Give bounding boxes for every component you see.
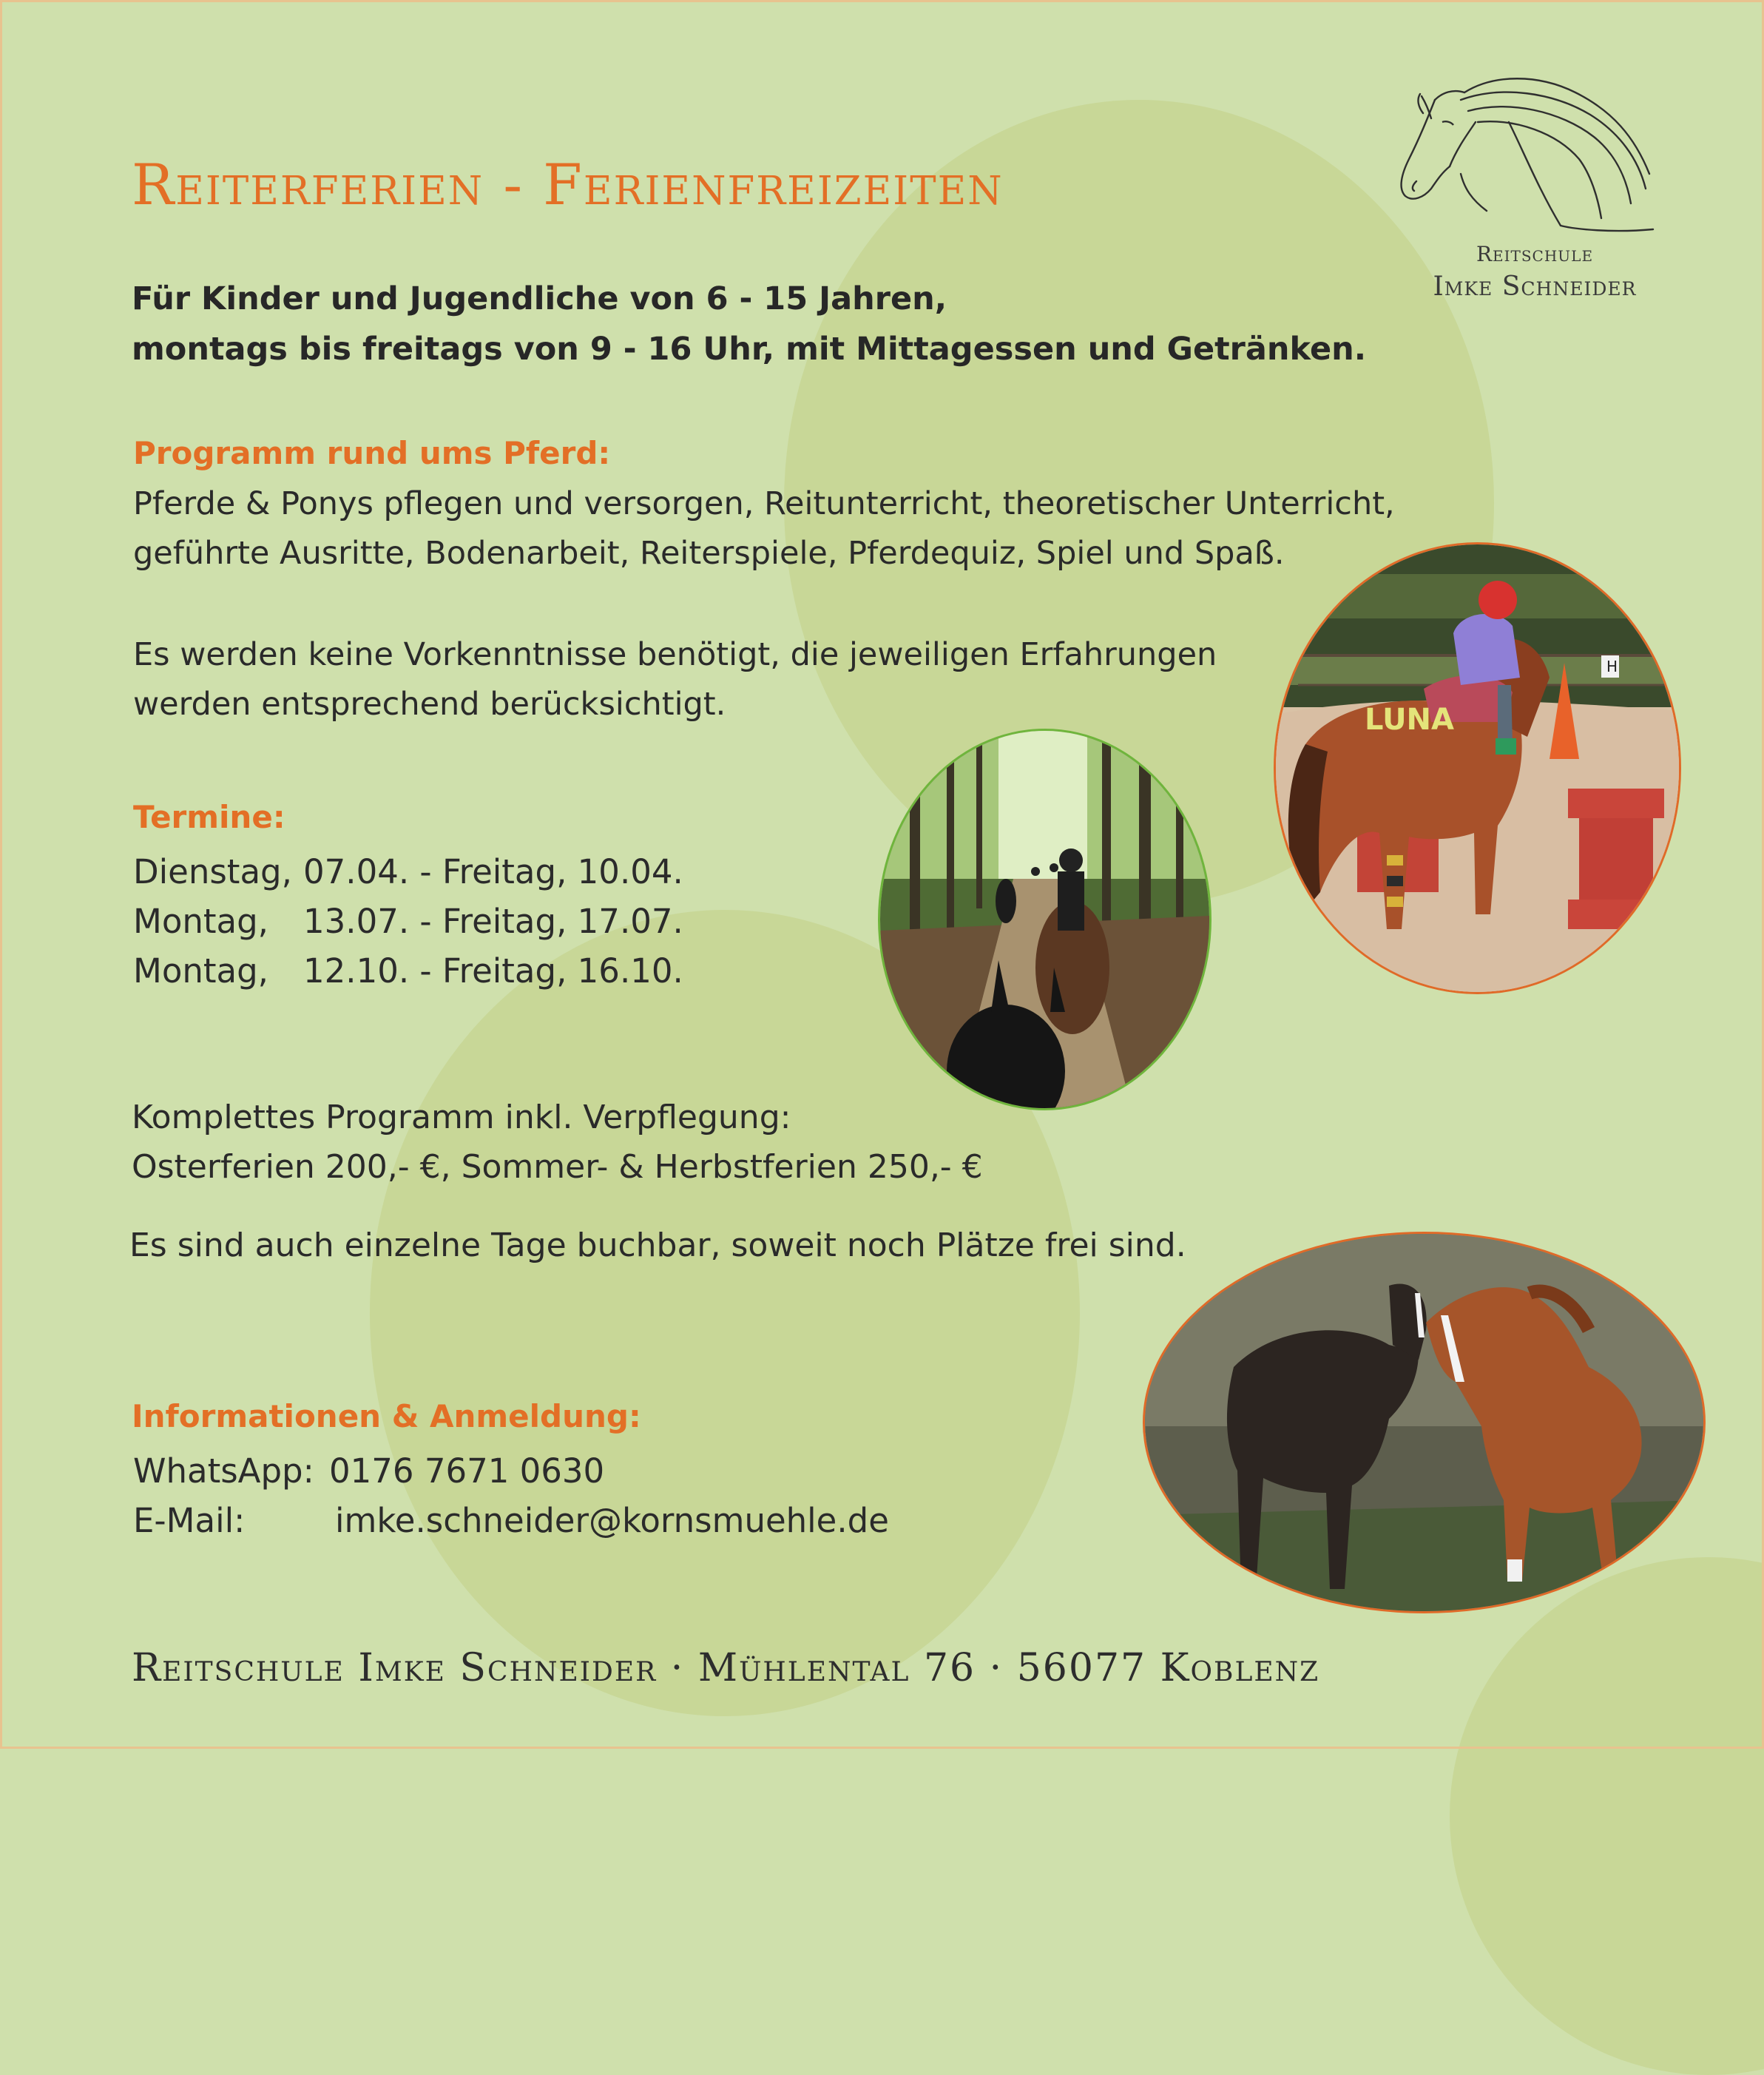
whatsapp-label: WhatsApp: — [133, 1451, 314, 1491]
termine-list — [133, 847, 683, 996]
painted-horse-name: LUNA — [1365, 703, 1454, 737]
whatsapp-row — [133, 1446, 889, 1496]
email-row — [133, 1496, 889, 1545]
photo-two-horses — [1143, 1232, 1706, 1613]
footer-address: Reitschule Imke Schneider · Mühlental 76 · 56077 Koblenz — [132, 1646, 1320, 1690]
photo-girl-on-horse — [1274, 542, 1681, 994]
einzeltage-text: Es sind auch einzelne Tage buchbar, soweit noch Plätze frei sind. — [129, 1227, 1186, 1264]
kontakt-heading: Informationen & Anmeldung: — [132, 1398, 641, 1434]
intro-line-2: montags bis freitags von 9 - 16 Uhr, mit Mittagessen und Getränken. — [132, 331, 1367, 368]
intro-line-1: Für Kinder und Jugendliche von 6 - 15 Jahren, — [132, 280, 947, 317]
termin-row — [133, 897, 683, 946]
termin-day: Montag, — [133, 951, 268, 991]
horse-head-icon — [1390, 78, 1679, 248]
arena-sign-letter: H — [1606, 658, 1618, 675]
photo-forest-ride — [878, 729, 1212, 1110]
termin-range: 13.07. - Freitag, 17.07. — [303, 902, 683, 941]
termin-range: 07.04. - Freitag, 10.04. — [303, 852, 683, 891]
programm-line-1: Pferde & Ponys pflegen und versorgen, Reitunterricht, theoretischer Unterricht, — [133, 485, 1395, 522]
termine-heading: Termine: — [133, 799, 285, 835]
preise-text — [132, 1093, 983, 1192]
preise-line-1: Komplettes Programm inkl. Verpflegung: — [132, 1099, 791, 1136]
preise-line-2: Osterferien 200,- €, Sommer- & Herbstferien 250,- € — [132, 1148, 983, 1186]
email-address[interactable]: imke.schneider@kornsmuehle.de — [335, 1501, 889, 1540]
vorkenntnisse-line-2: werden entsprechend berücksichtigt. — [133, 686, 726, 723]
programm-text — [133, 479, 1395, 578]
programm-heading: Programm rund ums Pferd: — [133, 435, 611, 471]
intro-text — [132, 274, 1366, 374]
termin-day: Montag, — [133, 902, 268, 941]
vorkenntnisse-line-1: Es werden keine Vorkenntnisse benötigt, die jeweiligen Erfahrungen — [133, 636, 1217, 673]
logo-line-1: Reitschule — [1476, 242, 1594, 266]
logo-line-2: Imke Schneider — [1433, 271, 1637, 302]
page-title: Reiterferien - Ferienfreizeiten — [132, 152, 1004, 217]
programm-line-2: geführte Ausritte, Bodenarbeit, Reiterspiele, Pferdequiz, Spiel und Spaß. — [133, 535, 1285, 572]
termin-row — [133, 847, 683, 897]
logo — [1390, 78, 1679, 314]
termin-day: Dienstag, — [133, 852, 292, 891]
termin-range: 12.10. - Freitag, 16.10. — [303, 951, 683, 991]
vorkenntnisse-text — [133, 630, 1217, 729]
termin-row — [133, 946, 683, 996]
kontakt-details — [133, 1446, 889, 1545]
whatsapp-number[interactable]: 0176 7671 0630 — [329, 1451, 605, 1491]
email-label: E-Mail: — [133, 1501, 246, 1540]
